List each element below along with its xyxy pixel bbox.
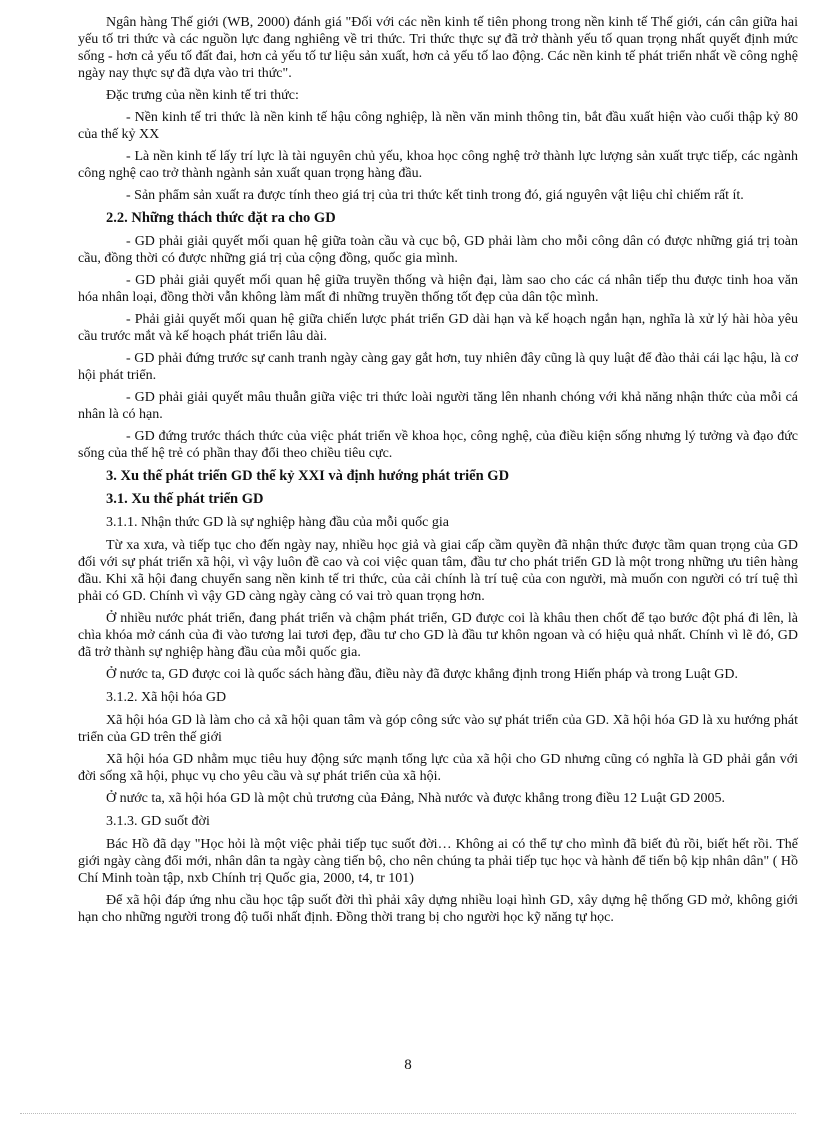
- section-heading: 3.1. Xu thế phát triển GD: [106, 491, 264, 507]
- paragraph: Ở nước ta, GD được coi là quốc sách hàng đầu, điều này đã được khẳng định trong Hiến pháp và trong Luật GD.: [106, 667, 739, 682]
- bullet-item: - GD đứng trước thách thức của việc phát triển về khoa học, công nghệ, của điều kiện sống nhưng lý tưởng và đạo đức sống của thế hệ trẻ có phần thay đổi theo chiều tiêu cực.: [78, 429, 798, 461]
- paragraph: Ở nhiều nước phát triển, đang phát triển và chậm phát triển, GD được coi là khâu then chốt để tạo bước đột phá đi lên, là chìa khóa mở cánh của đi vào tương lai tươi đẹp, đầu tư cho GD là đầu tư khôn ngoan và có hiệu quả nhất. Chính vì lẽ đó, GD đã trở thành sự nghiệp hàng đầu của mỗi quốc gia.: [78, 611, 798, 660]
- paragraph: Để xã hội đáp ứng nhu cầu học tập suốt đời thì phải xây dựng nhiều loại hình GD, xây dựng hệ thống GD mở, không giới hạn cho những người trong độ tuổi nhất định. Đồng thời trang bị cho người học kỹ năng tự học.: [78, 893, 798, 925]
- bullet-item: - GD phải đứng trước sự canh tranh ngày càng gay gắt hơn, tuy nhiên đây cũng là quy luật để đào thải cái lạc hậu, là cơ hội phát triển.: [78, 351, 798, 383]
- paragraph: Xã hội hóa GD là làm cho cả xã hội quan tâm và góp công sức vào sự phát triển của GD. Xã hội hóa GD là xu hướng phát triển của GD trên thế giới: [78, 713, 798, 745]
- document-page: [78, 14, 798, 931]
- bullet-item: - Sản phẩm sản xuất ra được tính theo giá trị của tri thức kết tinh trong đó, giá nguyên vật liệu chỉ chiếm rất ít.: [126, 188, 744, 203]
- subsection-heading: 3.1.1. Nhận thức GD là sự nghiệp hàng đầu của mỗi quốc gia: [106, 515, 449, 530]
- bullet-item: - GD phải giải quyết mối quan hệ giữa toàn cầu và cục bộ, GD phải làm cho mỗi công dân có được những giá trị toàn cầu, đồng thời có được những giá trị của cộng đồng, quốc gia mình.: [78, 234, 798, 266]
- subsection-heading: 3.1.3. GD suốt đời: [106, 814, 210, 829]
- page-number: 8: [404, 1057, 412, 1073]
- paragraph: Ở nước ta, xã hội hóa GD là một chủ trương của Đảng, Nhà nước và được khẳng trong điều 12 Luật GD 2005.: [106, 791, 726, 806]
- section-heading: 2.2. Những thách thức đặt ra cho GD: [106, 210, 336, 226]
- paragraph: Bác Hồ đã dạy "Học hỏi là một việc phải tiếp tục suốt đời… Không ai có thể tự cho mình đã biết đủ rồi, biết hết rồi. Thế giới ngày càng đổi mới, nhân dân ta ngày càng tiến bộ, cho nên chúng ta phải tiếp tục học và hành để tiến bộ kịp nhân dân" ( Hồ Chí Minh toàn tập, nxb Chính trị Quốc gia, 2000, t4, tr 101): [78, 837, 798, 886]
- bullet-item: - GD phải giải quyết mâu thuẫn giữa việc tri thức loài người tăng lên nhanh chóng với khả năng nhận thức của mỗi cá nhân là có hạn.: [78, 390, 798, 422]
- paragraph: Đặc trưng của nền kinh tế tri thức:: [106, 88, 299, 103]
- paragraph: Xã hội hóa GD nhằm mục tiêu huy động sức mạnh tổng lực của xã hội cho GD nhưng cũng có nghĩa là GD phải gắn với đời sống xã hội, phục vụ cho yêu cầu và sự phát triển của xã hội.: [78, 752, 798, 784]
- bullet-item: - Phải giải quyết mối quan hệ giữa chiến lược phát triển GD dài hạn và kế hoạch ngắn hạn, nghĩa là xử lý hài hòa yêu cầu trước mắt và kế hoạch phát triển lâu dài.: [78, 312, 798, 344]
- bullet-item: - Là nền kinh tế lấy trí lực là tài nguyên chủ yếu, khoa học công nghệ trở thành lực lượng sản xuất trực tiếp, các ngành công nghệ cao trở thành ngành sản xuất quan trọng hàng đầu.: [78, 149, 798, 181]
- paragraph: Từ xa xưa, và tiếp tục cho đến ngày nay, nhiều học giả và giai cấp cầm quyền đã nhận thức được tầm quan trọng của GD đối với sự phát triển xã hội, vì vậy luôn đề cao và coi việc quan tâm, đầu tư cho phát triển GD là một trong những ưu tiên hàng đầu. Khi xã hội đang chuyển sang nền kinh tế tri thức, của cải chính là trí tuệ của con người, mà muốn con người có trí tuệ thì phải có GD. Chính vì vậy GD càng ngày càng có vai trò quan trọng hơn.: [78, 538, 798, 604]
- subsection-heading: 3.1.2. Xã hội hóa GD: [106, 690, 227, 705]
- paragraph: Ngân hàng Thế giới (WB, 2000) đánh giá "Đối với các nền kinh tế tiên phong trong nền kinh tế Thế giới, cán cân giữa hai yếu tố tri thức và các nguồn lực đang nghiêng về tri thức. Tri thức thực sự đã trở thành yếu tố quan trọng nhất quyết định mức sống - hơn cả yếu tố đất đai, hơn cả yếu tố tư liệu sản xuất, hơn cả yếu tố lao động. Các nền kinh tế phát triển nhất về công nghệ ngày nay thực sự đã dựa vào tri thức".: [78, 15, 798, 81]
- page-border-divider: [20, 1113, 796, 1114]
- bullet-item: - Nền kinh tế tri thức là nền kinh tế hậu công nghiệp, là nền văn minh thông tin, bắt đầu xuất hiện vào cuối thập kỷ 80 của thế kỷ XX: [78, 110, 798, 142]
- bullet-item: - GD phải giải quyết mối quan hệ giữa truyền thống và hiện đại, làm sao cho các cá nhân tiếp thu được tinh hoa văn hóa nhân loại, đồng thời vẫn không làm mất đi những truyền thống tốt đẹp của dân tộc mình.: [78, 273, 798, 305]
- section-heading: 3. Xu thế phát triển GD thế kỷ XXI và định hướng phát triển GD: [106, 468, 510, 484]
